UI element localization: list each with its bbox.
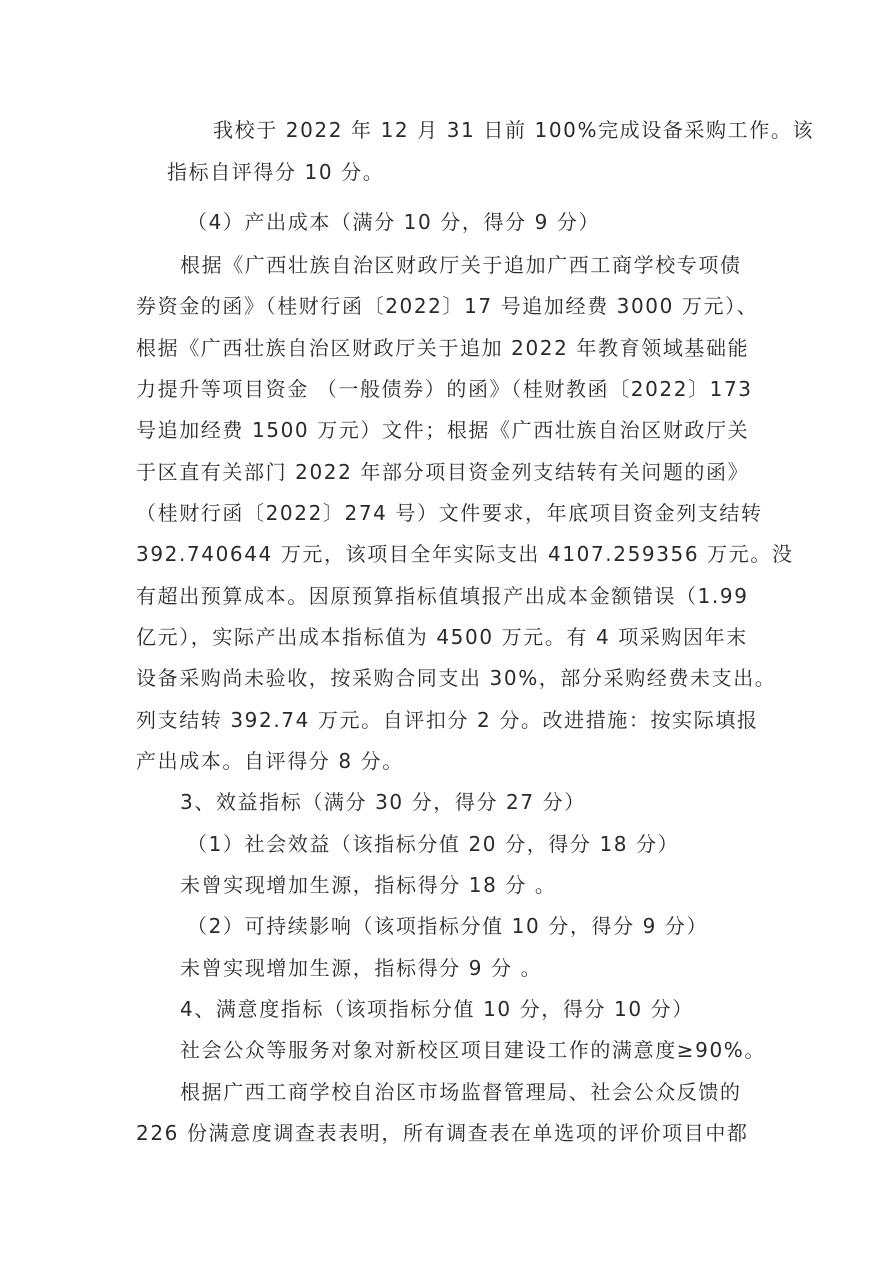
text-line: 根据《广西壮族自治区财政厅关于追加广西工商学校专项债 [180, 253, 742, 277]
text-line: 392.740644 万元，该项目全年实际支出 4107.259356 万元。没 [136, 542, 794, 566]
text-line: （桂财行函〔2022〕274 号）文件要求，年底项目资金列支结转 [136, 501, 763, 525]
text-line: 根据广西工商学校自治区市场监督管理局、社会公众反馈的 [180, 1080, 742, 1104]
text-line: 亿元），实际产出成本指标值为 4500 万元。有 4 项采购因年末 [136, 625, 748, 649]
text-line: 根据《广西壮族自治区财政厅关于追加 2022 年教育领域基础能 [136, 336, 750, 360]
text-line: 券资金的函》（桂财行函〔2022〕17 号追加经费 3000 万元）、 [136, 294, 759, 318]
text-line: 有超出预算成本。因原预算指标值填报产出成本金额错误（1.99 [136, 584, 749, 608]
section-heading: 3、效益指标（满分 30 分，得分 27 分） [180, 790, 586, 814]
text-line: 指标自评得分 10 分。 [167, 160, 385, 184]
text-line: 列支结转 392.74 万元。自评扣分 2 分。改进措施：按实际填报 [136, 708, 759, 732]
text-line: 社会公众等服务对象对新校区项目建设工作的满意度≥90%。 [180, 1038, 767, 1062]
text-line: 号追加经费 1500 万元）文件；根据《广西壮族自治区财政厅关 [136, 418, 750, 442]
section-heading: 4、满意度指标（该项指标分值 10 分，得分 10 分） [180, 997, 694, 1021]
text-line: 产出成本。自评得分 8 分。 [136, 749, 404, 773]
text-line: 我校于 2022 年 12 月 31 日前 100%完成设备采购工作。该 [213, 118, 815, 142]
text-line: 未曾实现增加生源，指标得分 9 分 。 [180, 956, 543, 980]
text-line: 设备采购尚未验收，按采购合同支出 30%，部分采购经费未支出。 [136, 666, 777, 690]
section-heading: （4）产出成本（满分 10 分，得分 9 分） [187, 210, 601, 234]
text-line: 226 份满意度调查表表明，所有调查表在单选项的评价项目中都 [136, 1121, 749, 1145]
text-line: 于区直有关部门 2022 年部分项目资金列支结转有关问题的函》 [136, 460, 750, 484]
subsection-heading: （1）社会效益（该指标分值 20 分，得分 18 分） [187, 832, 680, 856]
subsection-heading: （2）可持续影响（该项指标分值 10 分，得分 9 分） [187, 914, 709, 938]
text-line: 力提升等项目资金 （一般债券）的函》（桂财教函〔2022〕173 [136, 377, 753, 401]
text-line: 未曾实现增加生源，指标得分 18 分 。 [180, 873, 557, 897]
